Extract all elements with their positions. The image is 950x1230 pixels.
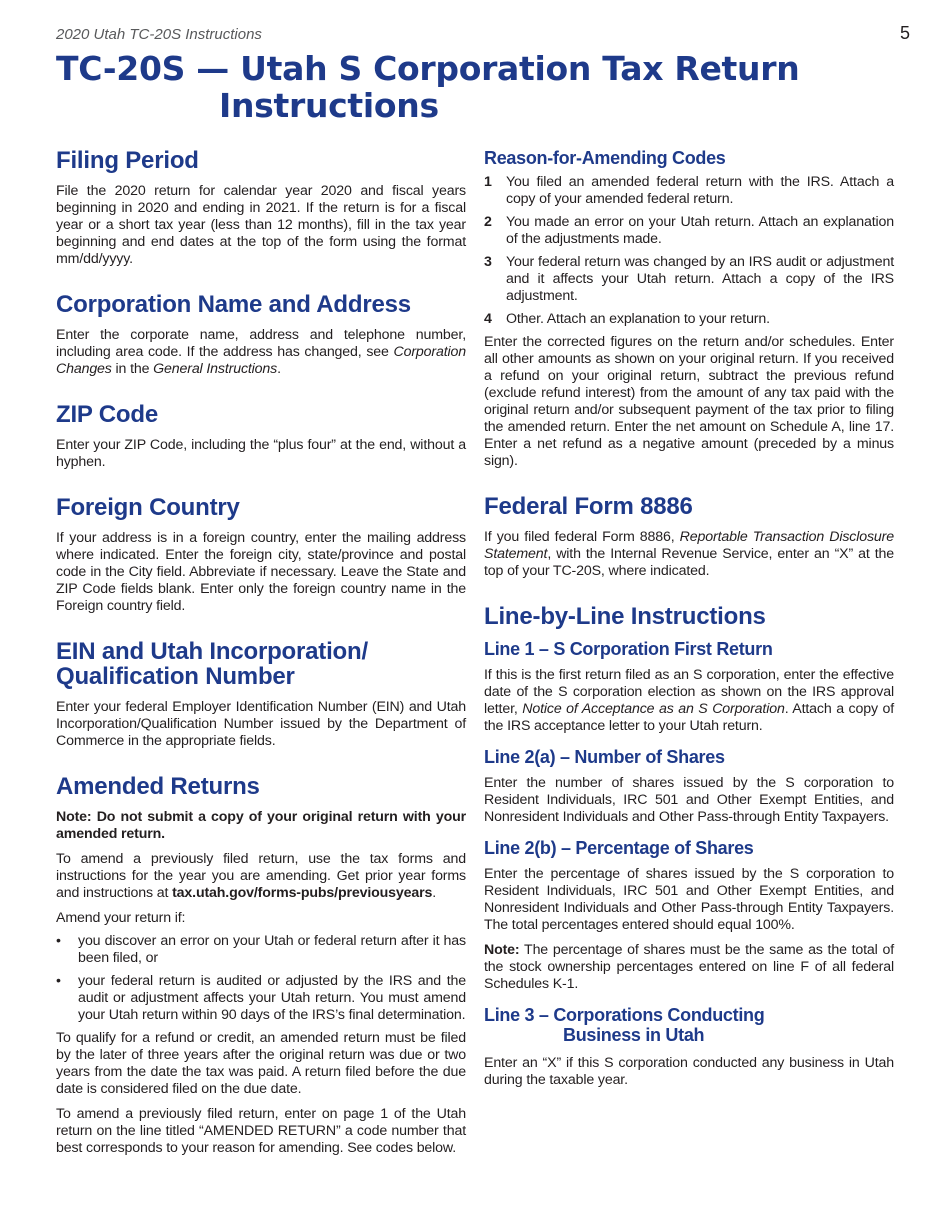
zip-section xyxy=(56,402,466,471)
corp-name-text xyxy=(56,327,466,378)
form8886-text-b: , with the Internal Revenue Service, enter an “X” at the top of your TC-20S, where indicated. xyxy=(484,546,894,579)
filing-period-section xyxy=(56,148,466,268)
zip-heading: ZIP Code xyxy=(56,401,158,428)
bullet-icon: • xyxy=(56,933,61,949)
amended-para2: To qualify for a refund or credit, an amended return must be filed by the later of three years after the original return was due or two years from the date the tax was paid. A return filed before the due date is considered filed on the due date. xyxy=(56,1030,466,1097)
ein-text: Enter your federal Employer Identification Number (EIN) and Utah Incorporation/Qualification Number issued by the Department of Commerce in the appropriate fields. xyxy=(56,699,466,749)
page-title xyxy=(56,50,916,124)
list-item-text: your federal return is audited or adjusted by the IRS and the audit or adjustment affects your Utah return. You must amend your Utah return within 90 days of the IRS’s final determination. xyxy=(78,973,466,1023)
ein-heading-line1: EIN and Utah Incorporation/ xyxy=(56,638,368,665)
line1-heading: Line 1 – S Corporation First Return xyxy=(484,639,773,659)
list-item xyxy=(484,254,894,305)
reason-codes-text: Enter the corrected figures on the return and/or schedules. Enter all other amounts as shown on your original return. If you received a refund on your original return, subtract the previous refund (exclude refund interest) from the amount of any tax paid with the original return and/or subsequent payment of the tax prior to filing the amended return. Enter the net amount on Schedule A, line 17. Enter a net refund as a negative amount (preceded by a minus sign). xyxy=(484,334,894,469)
amended-para1-a: To amend a previously filed return, use the tax forms and instructions for the year you are amending. Get prior year forms and instructions at xyxy=(56,851,466,901)
corp-name-text-a: Enter the corporate name, address and telephone number, including area code. If the address has changed, see xyxy=(56,327,466,360)
amended-para1-b: . xyxy=(432,885,437,901)
list-item xyxy=(484,174,894,208)
notice-acceptance-ref: Notice of Acceptance as an S Corporation xyxy=(522,701,785,717)
amended-heading: Amended Returns xyxy=(56,773,260,800)
amend-if-list xyxy=(56,933,466,1024)
ein-heading-line2: Qualification Number xyxy=(56,663,295,690)
ein-section xyxy=(56,639,466,750)
foreign-heading: Foreign Country xyxy=(56,494,240,521)
code-text: Your federal return was changed by an IRS audit or adjustment and it affects your Utah return. Attach a copy of the IRS adjustment. xyxy=(506,254,894,304)
amended-para1 xyxy=(56,851,466,902)
ein-heading xyxy=(56,639,466,689)
corp-changes-ref: Corporation Changes xyxy=(56,344,466,377)
form8886-text xyxy=(484,529,894,580)
line2b-note-text: The percentage of shares must be the same as the total of the stock ownership percentages entered on line F of all federal Schedules K-1. xyxy=(484,942,894,992)
reason-codes-list xyxy=(484,174,894,328)
line2b-text: Enter the percentage of shares issued by the S corporation to Resident Individuals, IRC 501 and Other Exempt Entities, and Nonresident Individuals and Other Pass-through Entity Taxpayers. The total percentages entered should equal 100%. xyxy=(484,866,894,933)
filing-period-heading: Filing Period xyxy=(56,147,199,174)
code-number: 1 xyxy=(484,174,492,190)
list-item-text: you discover an error on your Utah or federal return after it has been filed, or xyxy=(78,933,466,966)
page-title-line2: Instructions xyxy=(219,86,439,125)
line2a-heading: Line 2(a) – Number of Shares xyxy=(484,747,725,767)
page-number: 5 xyxy=(899,23,910,43)
foreign-text: If your address is in a foreign country, enter the mailing address where indicated. Enter the foreign city, state/province and postal code in the City field. Abbreviate if necessary. Leave the State and ZIP Code fields blank. Enter only the foreign country name in the Foreign country field. xyxy=(56,530,466,614)
general-instructions-ref: General Instructions xyxy=(153,361,278,377)
list-item xyxy=(484,311,894,328)
code-text: Other. Attach an explanation to your return. xyxy=(506,311,770,327)
line3-heading-line2: Business in Utah xyxy=(563,1025,705,1045)
amend-if-text: Amend your return if: xyxy=(56,910,186,926)
line2b-note-label: Note: xyxy=(484,942,520,958)
foreign-section xyxy=(56,495,466,615)
corp-name-text-b: in the xyxy=(111,361,154,377)
code-number: 4 xyxy=(484,311,492,327)
line1-text-b: . Attach a copy of the IRS acceptance letter to your Utah return. xyxy=(484,701,895,734)
code-number: 2 xyxy=(484,214,492,230)
zip-text: Enter your ZIP Code, including the “plus four” at the end, without a hyphen. xyxy=(56,437,466,470)
amended-note xyxy=(56,809,466,843)
line-by-line-section xyxy=(484,604,894,1089)
code-text: You filed an amended federal return with the IRS. Attach a copy of your amended federal return. xyxy=(506,174,894,207)
bullet-icon: • xyxy=(56,973,61,989)
page-title-line1: TC-20S — Utah S Corporation Tax Return xyxy=(56,49,800,88)
corp-name-text-c: . xyxy=(277,361,281,377)
corp-name-section xyxy=(56,292,466,378)
form8886-section xyxy=(484,494,894,580)
line2b-note xyxy=(484,942,894,993)
amended-note-bold: Note: Do not submit a copy of your original return with your amended return. xyxy=(56,809,466,842)
list-item xyxy=(56,973,466,1024)
previous-years-link[interactable]: tax.utah.gov/forms-pubs/previousyears xyxy=(172,885,433,901)
list-item xyxy=(484,214,894,248)
list-item xyxy=(56,933,466,967)
form8886-text-a: If you filed federal Form 8886, xyxy=(484,529,680,545)
line3-heading xyxy=(484,1005,894,1045)
line1-text xyxy=(484,667,894,735)
reason-codes-section xyxy=(484,148,894,470)
form8886-ref: Reportable Transaction Disclosure Statement xyxy=(484,529,894,562)
code-text: You made an error on your Utah return. Attach an explanation of the adjustments made. xyxy=(506,214,894,247)
amended-para3: To amend a previously filed return, enter on page 1 of the Utah return on the line titled “AMENDED RETURN” a code number that best corresponds to your reason for amending. See codes below. xyxy=(56,1106,466,1156)
line2a-text: Enter the number of shares issued by the S corporation to Resident Individuals, IRC 501 and Other Exempt Entities, and Nonresident Individuals and Other Pass-through Entity Taxpayers. xyxy=(484,775,894,825)
line3-heading-line1: Line 3 – Corporations Conducting xyxy=(484,1005,765,1025)
corp-name-heading: Corporation Name and Address xyxy=(56,291,411,318)
amended-section xyxy=(56,774,466,1157)
line2b-heading: Line 2(b) – Percentage of Shares xyxy=(484,838,754,858)
line1-text-a: If this is the first return filed as an S corporation, enter the effective date of the S corporation election as shown on the IRS approval letter, xyxy=(484,667,894,717)
form8886-heading: Federal Form 8886 xyxy=(484,493,693,520)
running-head: 2020 Utah TC-20S Instructions xyxy=(56,26,262,43)
code-number: 3 xyxy=(484,254,492,270)
line-by-line-heading: Line-by-Line Instructions xyxy=(484,603,766,630)
line3-text: Enter an “X” if this S corporation conducted any business in Utah during the taxable year. xyxy=(484,1055,894,1088)
filing-period-text: File the 2020 return for calendar year 2020 and fiscal years beginning in 2020 and ending in 2021. If the return is for a fiscal year or a short tax year (less than 12 months), fill in the tax year beginning and end dates at the top of the form using the format mm/dd/yyyy. xyxy=(56,183,466,267)
left-column xyxy=(56,148,466,1157)
right-column xyxy=(484,148,894,1089)
reason-codes-heading: Reason-for-Amending Codes xyxy=(484,148,726,168)
